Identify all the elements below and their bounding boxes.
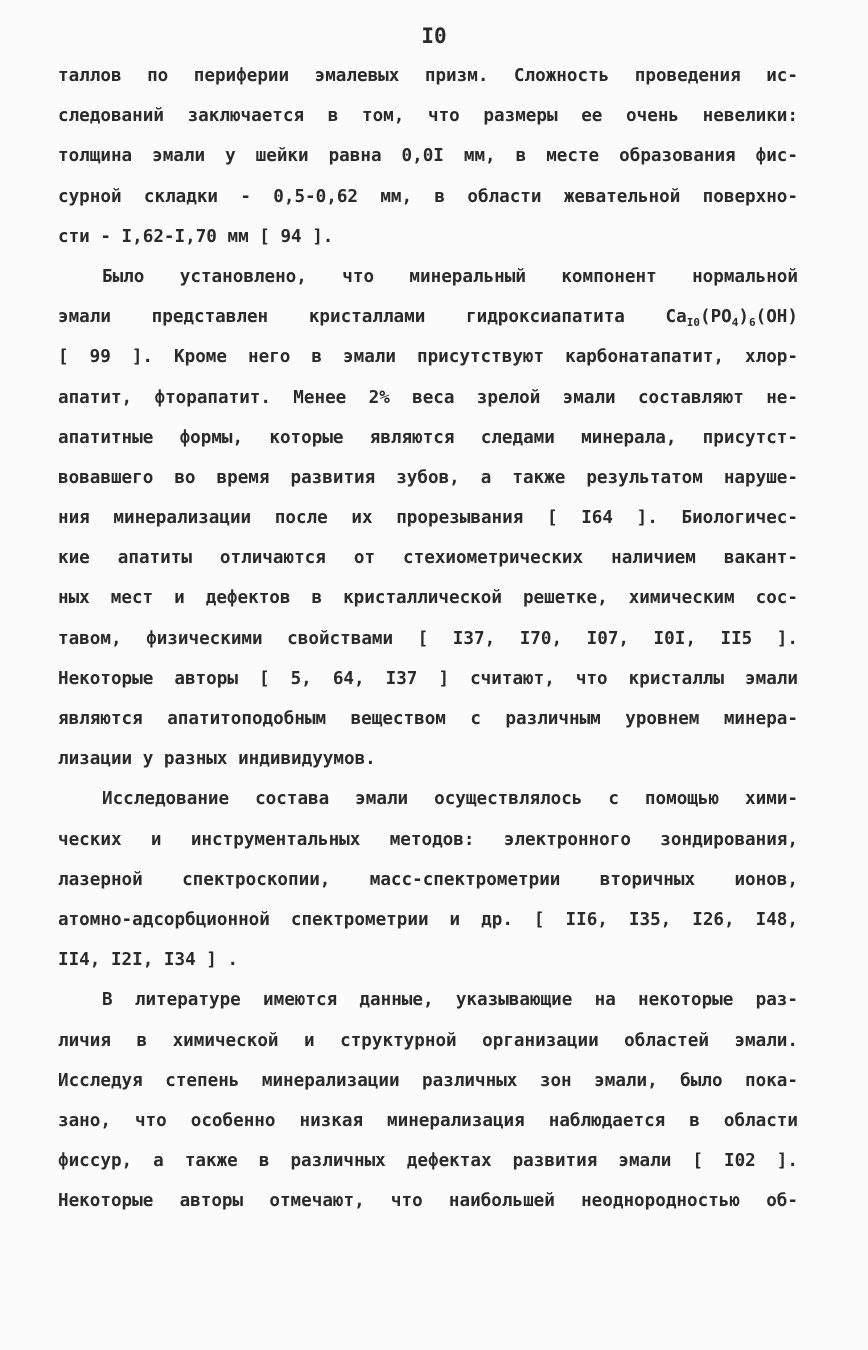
text-line: следований заключается в том, что размеры ее очень невелики: [58, 106, 798, 127]
text-line: [ 99 ]. Кроме него в эмали присутствуют карбонатапатит, хлор- [58, 347, 798, 368]
text-line: ных мест и дефектов в кристаллической решетке, химическим сос- [58, 588, 798, 609]
text-line: личия в химической и структурной организации областей эмали. [58, 1030, 798, 1051]
text-line-with-formula [58, 297, 798, 337]
text-line: ния минерализации после их прорезывания [ I64 ]. Биологичес- [58, 508, 798, 529]
text-line: сти - I,62-I,70 мм [ 94 ]. [58, 226, 334, 247]
text-segment: эмали представлен кристаллами гидроксиапатита Ca [58, 307, 687, 328]
formula-subscript: I0 [686, 316, 700, 330]
formula-close: ) [738, 307, 749, 328]
text-line: Некоторые авторы отмечают, что наибольшей неоднородностью об- [58, 1191, 798, 1212]
text-line: Исследуя степень минерализации различных зон эмали, было пока- [58, 1070, 798, 1091]
text-line: лазерной спектроскопии, масс-спектрометрии вторичных ионов, [58, 869, 798, 890]
text-line: лизации у разных индивидуумов. [58, 749, 376, 770]
text-line: сурной складки - 0,5-0,62 мм, в области жевательной поверхно- [58, 186, 798, 207]
text-line: Исследование состава эмали осуществлялось с помощью хими- [102, 789, 798, 810]
text-line: апатит, фторапатит. Менее 2% веса зрелой эмали составляют не- [58, 387, 798, 408]
formula-subscript: 6 [749, 316, 756, 330]
formula-subscript: 4 [731, 316, 739, 330]
text-line: В литературе имеются данные, указывающие на некоторые раз- [102, 990, 798, 1011]
body-text [58, 56, 798, 1221]
text-line: II4, I2I, I34 ] . [58, 950, 239, 971]
text-line: Некоторые авторы [ 5, 64, I37 ] считают, что кристаллы эмали [58, 668, 798, 689]
text-line: таллов по периферии эмалевых призм. Сложность проведения ис- [58, 66, 798, 86]
text-line: атомно-адсорбционной спектрометрии и др. [ II6, I35, I26, I48, [58, 909, 798, 930]
text-line: вовавшего во время развития зубов, а также результатом наруше- [58, 467, 798, 488]
text-line: апатитные формы, которые являются следами минерала, присутст- [58, 427, 798, 448]
text-line: тавом, физическими свойствами [ I37, I70, I07, I0I, II5 ]. [58, 628, 798, 649]
text-line: являются апатитоподобным веществом с различным уровнем минера- [58, 709, 798, 729]
text-line: ческих и инструментальных методов: электронного зондирования, [58, 829, 798, 850]
text-line: кие апатиты отличаются от стехиометрических наличием вакант- [58, 548, 798, 569]
text-line: Было установлено, что минеральный компонент нормальной [102, 266, 798, 287]
page-number: I0 [421, 24, 447, 48]
formula-tail: (OH) [755, 307, 798, 328]
formula-group: (PO [700, 307, 732, 328]
text-line: зано, что особенно низкая минерализация наблюдается в области [58, 1110, 798, 1131]
text-line: толщина эмали у шейки равна 0,0I мм, в месте образования фис- [58, 146, 798, 167]
text-line: фиссур, а также в различных дефектах развития эмали [ I02 ]. [58, 1151, 798, 1172]
